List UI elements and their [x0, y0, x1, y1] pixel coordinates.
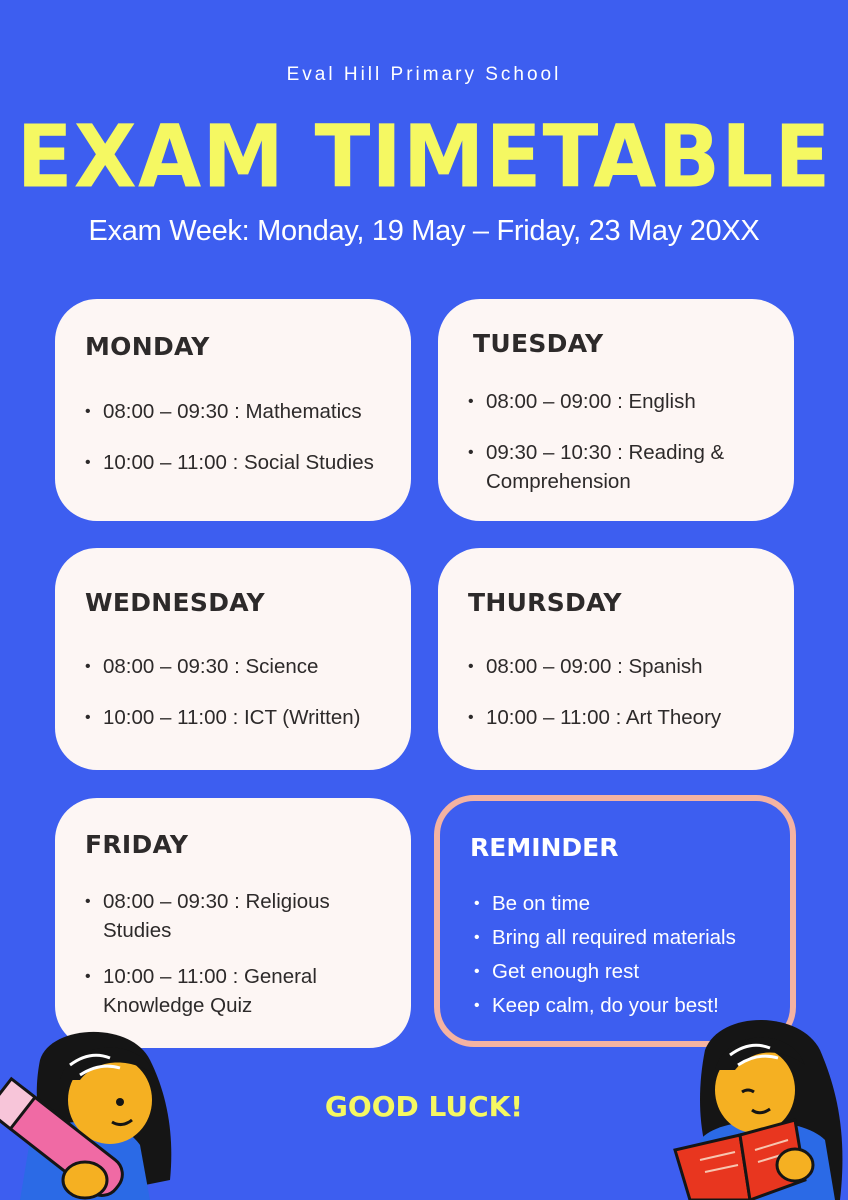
exam-list: [85, 887, 361, 1042]
day-heading: TUESDAY: [473, 329, 604, 358]
school-name: Eval Hill Primary School: [286, 64, 562, 85]
reminder-item: • Keep calm, do your best!: [492, 989, 736, 1023]
exam-list: [468, 387, 776, 518]
good-luck-text: GOOD LUCK!: [324, 1090, 524, 1123]
day-heading: THURSDAY: [468, 588, 622, 617]
exam-item: • 08:00 – 09:30 : Science: [103, 652, 393, 681]
day-heading: FRIDAY: [85, 830, 189, 859]
friday-card: [55, 798, 411, 1048]
exam-item: • 10:00 – 11:00 : ICT (Written): [103, 703, 393, 732]
exam-list: [85, 397, 393, 499]
reminder-item: • Bring all required materials: [492, 921, 736, 955]
exam-item: • 08:00 – 09:30 : Mathematics: [103, 397, 393, 426]
exam-week-subtitle: Exam Week: Monday, 19 May – Friday, 23 May 20XX: [88, 215, 760, 247]
reminder-heading: REMINDER: [470, 833, 619, 862]
wednesday-card: [55, 548, 411, 770]
monday-card: [55, 299, 411, 521]
reminder-list: [476, 887, 736, 1023]
exam-item: • 08:00 – 09:30 : Religious Studies: [103, 887, 361, 945]
exam-item: • 09:30 – 10:30 : Reading & Comprehension: [486, 438, 776, 496]
exam-item: • 10:00 – 11:00 : General Knowledge Quiz: [103, 962, 361, 1020]
day-heading: MONDAY: [85, 332, 210, 361]
exam-list: [468, 652, 776, 754]
reminder-item: • Get enough rest: [492, 955, 736, 989]
thursday-card: [438, 548, 794, 770]
exam-item: • 08:00 – 09:00 : Spanish: [486, 652, 776, 681]
tuesday-card: [438, 299, 794, 521]
day-heading: WEDNESDAY: [85, 588, 265, 617]
page-title: EXAM TIMETABLE: [16, 107, 832, 208]
exam-list: [85, 652, 393, 754]
reminder-item: • Be on time: [492, 887, 736, 921]
exam-item: • 10:00 – 11:00 : Art Theory: [486, 703, 776, 732]
girl-reading-book-illustration: [660, 1010, 848, 1200]
exam-item: • 10:00 – 11:00 : Social Studies: [103, 448, 393, 477]
exam-item: • 08:00 – 09:00 : English: [486, 387, 776, 416]
girl-with-pencil-illustration: [0, 1020, 200, 1200]
